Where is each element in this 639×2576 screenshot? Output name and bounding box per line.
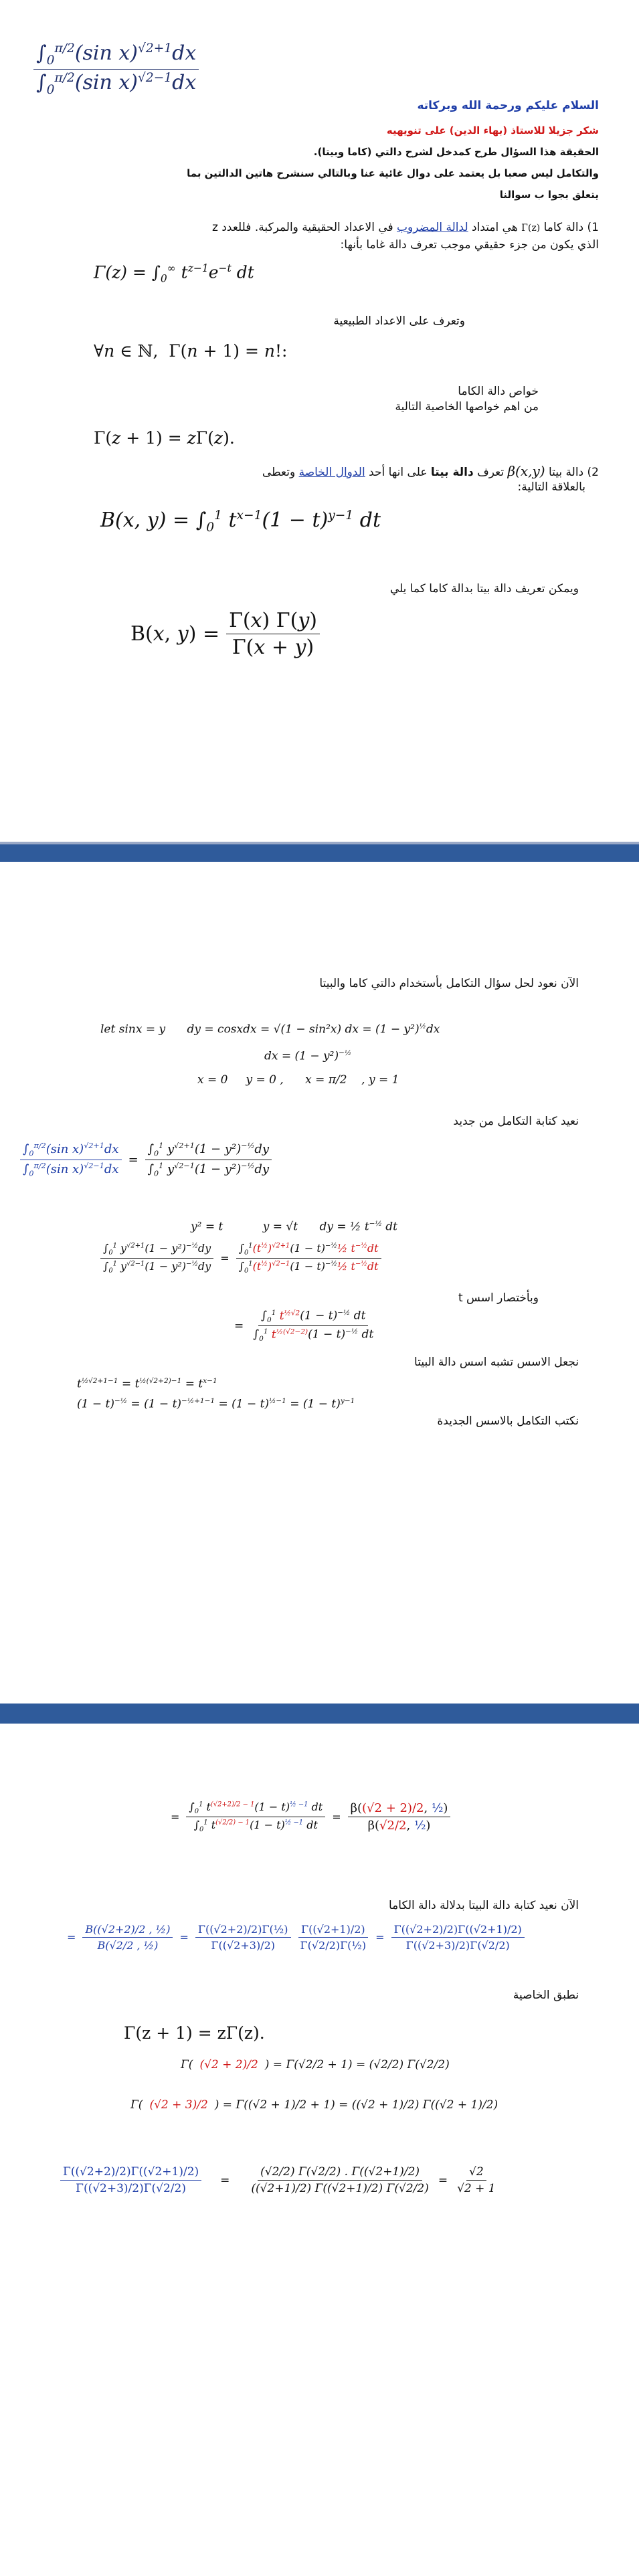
gamma-integral: $\Gamma(z) = \int_0^\infty$ $t^{z-1}e^{-t}$ dt [94, 262, 254, 285]
gamma-step-2: Γ( (√2 + 3)/2 ) = Γ((√2 + 1)/2 + 1) = ((√2 + 1)/2) Γ((√2 + 1)/2) [130, 2098, 498, 2112]
item2-text: تعرف [477, 466, 505, 479]
gamma-properties-sub: من اهم خواصها الخاصية التالية [395, 400, 539, 413]
beta-integral: B(x, $y) = \int_0^1$ $t^{x-1}(1 - t)^{y-1}$ dt [100, 509, 381, 535]
t-substitution: y² = t y = √t dy = ½ $t^{-\frac{1}{2}}$ dt [191, 1220, 397, 1234]
gamma-definition-text [130, 221, 599, 234]
y-ratio: $\frac{\int_0^1 y^{√2+1}(1 - y^2)^{-\frac{1}{2}}dy}{\int_0^1 y^{√2-1}(1 - y^2)^{-\frac{1}{2}}dy}$ [145, 1141, 272, 1178]
intro-line-1: الحقيقة هذا السؤال طرح كمدخل لشرح دالتي (كاما وبيتا). [313, 146, 599, 158]
item2-text-2: على انها أحد [369, 466, 428, 479]
beta-symbol: β(x,y) [507, 463, 545, 479]
gamma-symbol: Γ(z) [521, 223, 541, 234]
beta-gamma-formula: B(x, y) = $\frac{\Gamma(x) \Gamma(y)}{\Gamma(x + y)}$ [130, 609, 320, 659]
rewrite-formula: $\frac{\int_0^{\pi/2}(\sin x)^{√2+1}dx}{\int_0^{\pi/2}(\sin x)^{√2-1}dx}$ = $\frac{\int_0^1 y^{√2+1}(1 - y^2)^{-\frac{1}{2}}dy}{\int_0^1 y^{√2-1}(1 - y^2)^{-\frac{1}{2}}dy}$ [20, 1141, 272, 1178]
final-answer: $\frac{√2}{√2 + 1}$ [457, 2165, 496, 2195]
gamma-step-1: Γ( (√2 + 2)/2 ) = Γ(√2/2 + 1) = (√2/2) Γ(√2/2) [181, 2058, 450, 2072]
beta-definition-text [117, 463, 599, 479]
beta-bold: دالة بيتا [430, 466, 474, 479]
beta-gamma-text: ويمكن تعريف دالة بيتا بدالة كاما كما يلي [389, 582, 579, 595]
page-2 [0, 862, 639, 1704]
exponent-line-1: $t^{\frac{1}{2}√2+1-1} = t^{\frac{1}{2}(√2+2)-1} = t^{x-1}$ [77, 1377, 217, 1391]
item1-number: 1) دالة كاما [543, 221, 599, 234]
exponent-line-2: $(1 - t)^{-\frac{1}{2}} = (1 - t)^{-\frac{1}{2}+1-1} = (1 - t)^{\frac{1}{2}-1} = (1 - t)^{y-1}$ [77, 1397, 355, 1411]
substitution-line-2: dx = $(1 - y^2)^{-\frac{1}{2}}$ [264, 1049, 352, 1063]
page-1 [0, 0, 639, 844]
solve-intro: الآن نعود لحل سؤال التكامل بأستخدام دالتي كاما والبيتا [319, 977, 579, 990]
substitution-line-1: let sinx = y dy = cosxdx = √(1 − sin²x) dx = $(1 - y^2)^{\frac{1}{2}}dx$ [100, 1022, 440, 1036]
special-functions-link[interactable]: الدوال الخاصة [298, 466, 365, 479]
gamma-properties-title: خواص دالة الكاما [458, 385, 539, 398]
item1-text: هي امتداد [472, 221, 518, 234]
item1-text-2: في الاعداد الحقيقية والمركبة. فللعدد z [212, 221, 393, 234]
beta-definition-text-2: بالعلاقة التالية: [517, 480, 585, 494]
item2-text-3: وتعطى [262, 466, 296, 479]
base-text: نجعل الاسس تشبه اسس دالة البيتا [414, 1356, 579, 1369]
intro-line-3: يتعلق بجوا ب سوالنا [499, 189, 599, 201]
apply-property-text: نطبق الخاصية [513, 1989, 579, 2002]
t-ratio-formula: $\frac{\int_0^1 y^{√2+1}(1 - y^2)^{-\frac{1}{2}}dy}{\int_0^1 y^{√2-1}(1 - y^2)^{-\frac{1}{2}}dy}$ = $\frac{\int_0^1(t^{\frac{1}{2}})^{√2+1}(1 - t)^{-\frac{1}{2}}\frac{1}{2} t^{-\frac{1}{2}}dt}{\int_0^1(t^{\frac{1}{2}})^{√2-1}(1 - t)^{-\frac{1}{2}}\frac{1}{2} t^{-\frac{1}{2}}dt}$ [100, 1242, 381, 1275]
heading-formula [33, 41, 199, 97]
gamma-definition-text-2: الذي يكون من جزء حقيقي موجب تعرف دالة غاما بأنها: [340, 238, 599, 252]
natural-numbers-text: وتعرف على الاعداد الطبيعية [333, 314, 465, 328]
intro-line-2: والتكامل ليس صعبا بل يعتمد على دوال غائية عنا وبالتالي سنشرح هاتين الدالتين بما [187, 167, 599, 179]
thanks-line: شكر جزيلا للاستاذ (بهاء الدين) على تنويهيه [386, 124, 599, 136]
recurrence-formula: Γ(z + 1) = zΓ(z). [94, 428, 235, 448]
heading-denominator: $\int_0^{\pi/2}(\sin$ x)$^{√2-1}$dx [36, 71, 197, 97]
beta-gamma-rewrite-text: الآن نعيد كتابة دالة البيتا بدلالة دالة الكاما [388, 1899, 579, 1912]
original-ratio: $\frac{\int_0^{\pi/2}(\sin x)^{√2+1}dx}{\int_0^{\pi/2}(\sin x)^{√2-1}dx}$ [20, 1141, 122, 1178]
final-formula: $\frac{\Gamma((√2+2)/2)\Gamma((√2+1)/2)}{\Gamma((√2+3)/2)\Gamma(√2/2)}$ = $\frac{(√2/2) \Gamma(√2/2) . \Gamma((√2+1)/2)}{((√2+1)/2) \Gamma((√2+1)/2) \Gamma(√2/2)}$ = $\frac{√2}{√2 + 1}$ [60, 2165, 498, 2195]
factorial-link[interactable]: لدالة المضروب [397, 221, 468, 234]
recurrence-formula-2: Γ(z + 1) = zΓ(z). [124, 2023, 265, 2043]
substitution-limits: x = 0 y = 0 , x = π/2 , y = 1 [197, 1073, 399, 1087]
beta-ratio-formula: = $\frac{\int_0^1 t^{(√2+2)/2 - 1}(1 - t)^{\frac{1}{2} -1} dt}{\int_0^1 t^{(√2/2) - 1}(1 - t)^{\frac{1}{2} -1} dt}$ = $\frac{\text{β((√2 + 2)/2, ½)}}{\text{β(√2/2, ½)}}$ [171, 1801, 450, 1833]
new-bases-text: نكتب التكامل بالاسس الجديدة [437, 1414, 579, 1428]
heading-numerator: $\int_0^{\pi/2}(\sin$ x)$^{√2+1}$dx [33, 41, 199, 70]
page-3 [0, 1724, 639, 2576]
simplified-ratio: = $\frac{\int_0^1 t^{\frac{1}{2}√2}(1 - t)^{-\frac{1}{2}} dt}{\int_0^1 t^{\frac{1}{2}(√2-2)}(1 - t)^{-\frac{1}{2}} dt}$ [234, 1309, 374, 1344]
item2-number: 2) دالة بيتا [548, 466, 599, 479]
beta-to-gamma-formula: = $\frac{\text{B((√2+2)/2 , ½)}}{\text{B(√2/2 , ½)}}$ = $\frac{\text{Γ((√2+2)/2)Γ(½)}}{\Gamma((√2+3)/2)}$ $\frac{\Gamma((√2+1)/2)}{\text{Γ(√2/2)Γ(½)}}$ = $\frac{\Gamma((√2+2)/2)\Gamma((√2+1)/2)}{\Gamma((√2+3)/2)\Gamma(√2/2)}$ [67, 1923, 525, 1952]
greeting: السلام عليكم ورحمة الله وبركاته [417, 99, 599, 112]
factorial-formula: ∀n ∈ ℕ, Γ(n + 1) = n!: [94, 341, 288, 361]
rewrite-text: نعيد كتابة التكامل من جديد [453, 1115, 579, 1128]
shortcut-text: وبأختصار اسس t [458, 1291, 539, 1305]
